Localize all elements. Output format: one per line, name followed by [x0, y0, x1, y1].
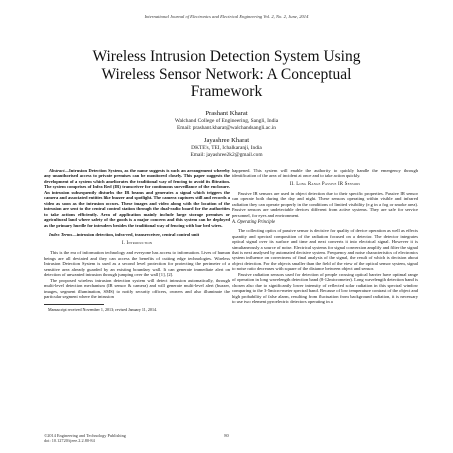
index-terms: Index Terms—intrusion detection, infra-red, transreceiver, central control unit — [49, 231, 200, 237]
abstract-text: Intrusion Detection System, as the name suggests is such an arrangement whereby any unauthorised access to private premises can be monitored closely. This paper suggests the development of a system which ameliorates the traditional way of fencing to avoid its flitration. The system comprises of Infra Red (IR) transceiver for continuous surveillance of the enclosure. An intrusion subsequently disturbs the IR beams and generates a signal which triggers the camera and associated entities like buzzer and spotlight. The camera captures still and records a video as soon as the intrusion occurs. These images and video along with the location of the intrusion are sent to the central control station through the dual-radio board for the authorities to take actions efficiently. Area of application mainly include large storage premises or agricultural land where safety of the goods is a major concern and this system can be deployed as the primary hurdle for intruders besides the traditional way of fencing with bar bed wires. — [44, 168, 230, 228]
author-block — [0, 110, 453, 164]
page-number: 80 — [224, 433, 229, 438]
footnote-rule — [44, 304, 104, 305]
copyright-line: ©2014 Engineering and Technology Publishing — [44, 433, 126, 438]
paragraph: Passive IR sensors are used in object detection due to their specific properties. Passive IR sensor can operate both during the day and night. These sensors operating within visible and infrared radiation they can operate properly in the conditions of limited visibility (e.g in a fog or smoke area). Passive sensors are undetectable devices different from active systems. They are safe for service personnel, for eyes and environment. — [232, 190, 418, 218]
author-name: Jayashree Kharat — [203, 137, 250, 145]
author-2 — [0, 137, 453, 158]
author-affiliation: DKTE's, TEI, Ichalkaranji, India — [191, 145, 262, 152]
paragraph: Passive radiation sensors used for detection of people crossing optical barrier have optimal range of operation in long wavelength detection band (8-12micrometer). Long wavelength detection band is chosen also due to significantly lower intensity of reflected solar radiation in this spectral window comparing to the 3-5micro-meter spectral band. Because of low temperature contrast of the object and high probability of false alarm, resulting from fluctuation from background radiation, it is necessary to use two element pyroelectric detectors operating in a — [232, 271, 418, 305]
abstract: Abstract—Intrusion Detection System, as the name suggests is such an arrangement whereby any unauthorised access to private premises can be monitored closely. This paper suggests the development of a system which ameliorates the traditional way of fencing to avoid its flitration. The system comprises of Infra Red (IR) transceiver for continuous surveillance of the enclosure. An intrusion subsequently disturbs the IR beams and generates a signal which triggers the camera and associated entities like buzzer and spotlight. The camera captures still and records a video as soon as the intrusion occurs. These images and video along with the location of the intrusion are sent to the central control station through the dual-radio board for the authorities to take actions efficiently. Area of application mainly include large storage premises or agricultural land where safety of the goods is a major concern and this system can be deployed as the primary hurdle for intruders besides the traditional way of fencing with bar bed wires. — [44, 168, 230, 228]
abstract-label: Abstract — [49, 168, 65, 173]
index-terms-label: Index Terms — [49, 231, 73, 237]
section-heading-passive-ir: II. Long Range Passive IR Sensors — [289, 181, 361, 187]
section-heading-introduction: I. Introduction — [121, 241, 153, 247]
paragraph: The collecting optics of passive sensor is decisive for quality of device operation as well as effects quantity and spectral composition of the radiation focused on a detector. The detector integrates optical signal over its surface and time and next converts it into electrical signal. However it is simultaneously a source of noise. Electrical systems for signal conversion amplify and filter the signal that is next analysed by automated decisive system. Frequency and noise characteristics of electronics system influence on correctness of final analysis of the signal, the result of which is decision about object detection. For the objects smaller than the field of the view of the optical sensor system, signal to noise ratio decreases with square of the distance between object and sensor. — [232, 228, 418, 272]
author-1 — [0, 110, 453, 131]
journal-header: International Journal of Electronics and Electrical Engineering Vol. 2, No. 2, June, 2014 — [144, 14, 309, 19]
paragraph: The proposed wireless intrusion detection system will detect intrusion automatically, through multi-level detection mechanism (IR sensor & camera) and will generate multi-level alert (buzzer, images, segment illumination, SMS) to notify security officers, owners and also illuminate the particular segment where the intrusion — [44, 277, 230, 300]
footnote: Manuscript received November 1, 2013; revised January 11, 2014. — [48, 306, 158, 312]
author-name: Prashant Kharat — [205, 110, 248, 117]
right-column — [232, 168, 418, 430]
paragraph: happened. This system will enable the authority to quickly handle the emergency through identification of the area of incident at once and to take action quickly. — [232, 168, 418, 179]
subsection-heading-operating-principle: A. Operating Principle — [232, 220, 276, 226]
author-affiliation: Walchand College of Engineering, Sangli, India — [174, 118, 279, 124]
title-line: Wireless Intrusion Detection System Using — [92, 48, 361, 65]
title-line: Wireless Sensor Network: A Conceptual — [101, 65, 352, 83]
left-column — [44, 168, 230, 430]
author-email: Email: prashant.kharat@walchandsangli.ac.in — [177, 124, 276, 131]
doi-line: doi: 10.12720/ijeee.2.2.80-84 — [44, 438, 95, 444]
author-email: Email: jayashree2k2@gmail.com — [190, 151, 263, 158]
paper-title — [40, 48, 413, 101]
title-line: Framework — [190, 83, 263, 100]
index-terms-text: intrusion detection, infra-red, transreceiver, central control unit — [76, 231, 200, 237]
paragraph: This is the era of information technology and everyone has access to information. Lives of human beings are all deviated and they can access the benefits of cutting edge technologies. Wireless Intrusion Detection System is used as a second level protection for protecting the perimeter of a sensitive area already guarded by an existing boundary wall. It can generate immediate alert on detection of unwanted intrusion through jumping over the wall [1], [2]. — [44, 250, 230, 278]
